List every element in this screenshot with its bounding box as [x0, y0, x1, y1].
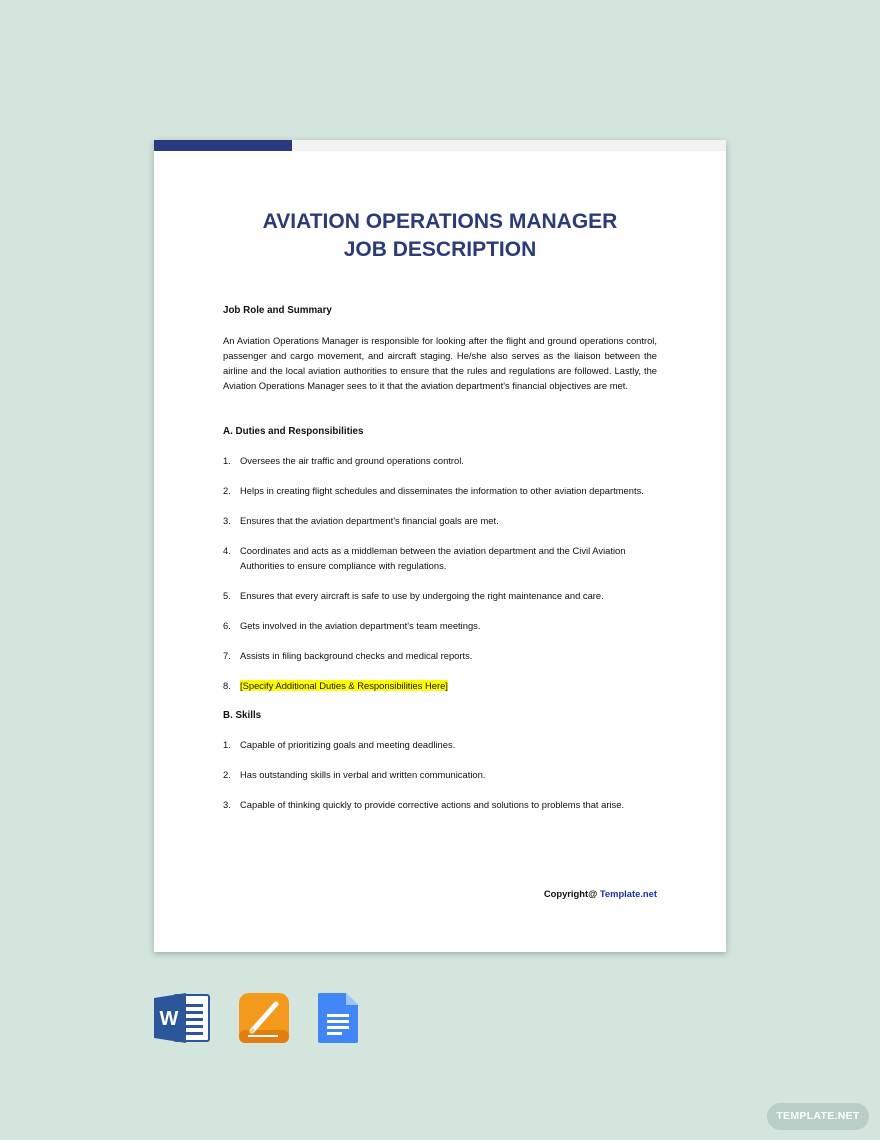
list-item — [223, 588, 657, 603]
microsoft-word-icon[interactable] — [154, 992, 210, 1049]
list-item-text: Assists in filing background checks and medical reports. — [240, 650, 473, 661]
list-item-number: 3. — [223, 799, 231, 810]
list-item-number: 6. — [223, 620, 231, 631]
list-item — [223, 483, 657, 498]
duties-list — [223, 453, 657, 693]
document-page — [154, 140, 726, 952]
list-item — [223, 453, 657, 468]
skills-heading: B. Skills — [223, 710, 262, 721]
list-item — [223, 543, 657, 573]
list-item-text: Ensures that every aircraft is safe to use by undergoing the right maintenance and care. — [240, 590, 604, 601]
list-item-text: Has outstanding skills in verbal and written communication. — [240, 769, 486, 780]
placeholder-highlight: [Specify Additional Duties & Responsibilities Here] — [240, 680, 448, 691]
list-item — [223, 618, 657, 633]
list-item-text: Coordinates and acts as a middleman between the aviation department and the Civil Aviation Authorities to ensure compliance with regulations. — [240, 545, 626, 571]
list-item-text: Oversees the air traffic and ground operations control. — [240, 455, 464, 466]
copyright-link[interactable]: Template.net — [599, 888, 657, 899]
summary-heading: Job Role and Summary — [223, 305, 332, 316]
list-item — [223, 513, 657, 528]
list-item-number: 5. — [223, 590, 231, 601]
document-body — [223, 304, 657, 827]
list-item — [223, 797, 657, 812]
list-item — [223, 737, 657, 752]
document-title-line1: AVIATION OPERATIONS MANAGER — [262, 210, 618, 233]
list-item-text: Ensures that the aviation department's financial goals are met. — [240, 515, 499, 526]
list-item-text: Helps in creating flight schedules and disseminates the information to other aviation departments. — [240, 485, 644, 496]
copyright-label: Copyright@ — [543, 888, 600, 899]
copyright — [544, 888, 657, 899]
list-item-number: 7. — [223, 650, 231, 661]
document-title-line2: JOB DESCRIPTION — [343, 238, 537, 261]
list-item — [223, 648, 657, 663]
page-top-bar-accent — [154, 140, 292, 151]
list-item-text: Capable of thinking quickly to provide corrective actions and solutions to problems that arise. — [240, 799, 625, 810]
duties-heading: A. Duties and Responsibilities — [223, 426, 364, 437]
svg-text:W: W — [159, 1008, 179, 1030]
template-net-badge[interactable]: TEMPLATE.NET — [767, 1103, 869, 1130]
list-item-number: 3. — [223, 515, 231, 526]
page-top-bar — [154, 140, 726, 151]
apple-pages-icon[interactable] — [238, 992, 290, 1049]
list-item-number: 8. — [223, 680, 231, 691]
list-item — [223, 678, 657, 693]
list-item — [223, 767, 657, 782]
list-item-number: 2. — [223, 769, 231, 780]
google-docs-icon[interactable] — [316, 992, 360, 1049]
list-item-text: Capable of prioritizing goals and meeting deadlines. — [240, 739, 456, 750]
list-item-text: Gets involved in the aviation department's team meetings. — [240, 620, 481, 631]
skills-list — [223, 737, 657, 812]
list-item-number: 1. — [223, 455, 231, 466]
list-item-number: 1. — [223, 739, 231, 750]
document-title — [154, 208, 726, 264]
list-item-number: 2. — [223, 485, 231, 496]
list-item-number: 4. — [223, 545, 231, 556]
summary-text: An Aviation Operations Manager is responsible for looking after the flight and ground operations control, passenger and cargo movement, and aircraft staging. He/she also serves as the liaison between the airline and the local aviation authorities to ensure that the rules and regulations are followed. Lastly, the Aviation Operations Manager sees to it that the aviation department's financial objectives are met. — [223, 335, 657, 391]
